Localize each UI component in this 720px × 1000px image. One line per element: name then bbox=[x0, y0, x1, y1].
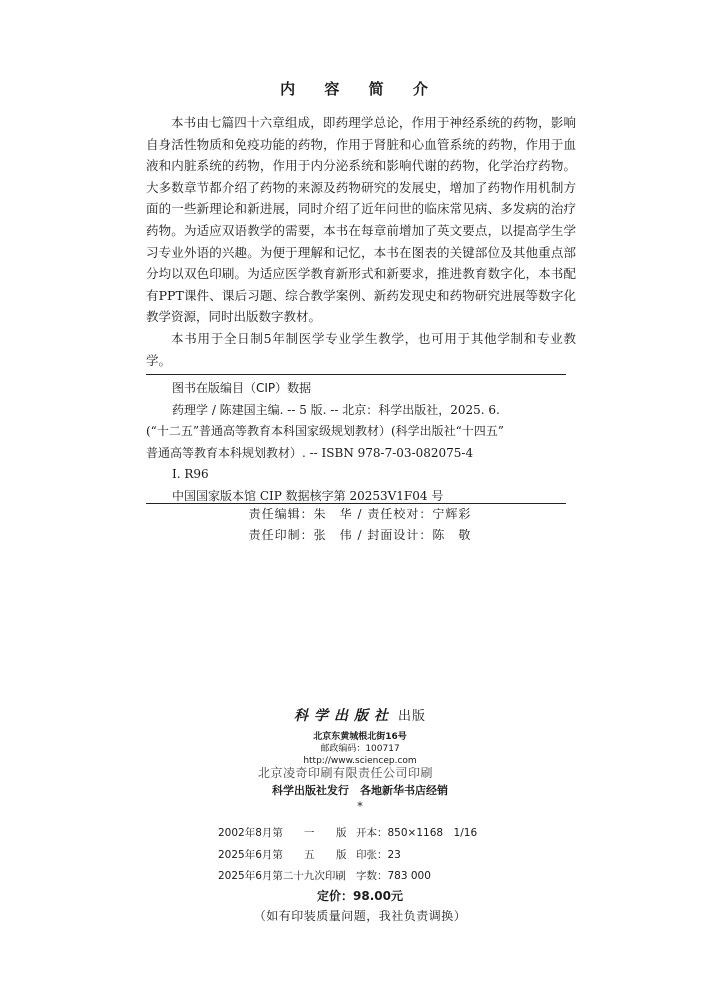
staff-line-1: 责任编辑：朱 华 / 责任校对：宁辉彩 bbox=[248, 507, 472, 521]
cip-line-4: I. R96 bbox=[172, 467, 209, 482]
publisher-postcode: 邮政编码：100717 bbox=[320, 744, 400, 754]
edition-number: 一 bbox=[304, 827, 315, 839]
cip-line-5: 中国国家版本馆 CIP 数据核字第 20253V1F04 号 bbox=[172, 488, 444, 503]
content-summary bbox=[146, 112, 576, 371]
separator-star: * bbox=[357, 800, 363, 813]
cip-line-2: (“十二五”普通高等教育本科国家级规划教材）(科学出版社“十四五” bbox=[146, 424, 504, 439]
edition-number: 五 bbox=[304, 849, 315, 861]
edition-date: 2002年8月第 bbox=[218, 827, 283, 839]
summary-paragraph-2: 本书用于全日制5年制医学专业学生教学，也可用于其他学制和专业教学。 bbox=[146, 330, 576, 368]
edition-label: 开本：850×1168 1/16 bbox=[356, 827, 478, 839]
cip-heading: 图书在版编目（CIP）数据 bbox=[172, 381, 312, 395]
edition-label: 印张：23 bbox=[356, 849, 401, 861]
staff-line-2: 责任印制：张 伟 / 封面设计：陈 敬 bbox=[248, 528, 472, 542]
price: 定价：98.00元 bbox=[317, 889, 403, 903]
publisher-url: http://www.sciencep.com bbox=[303, 756, 417, 766]
publisher-address: 北京东黄城根北街16号 bbox=[313, 732, 407, 742]
distribution-line: 科学出版社发行 各地新华书店经销 bbox=[272, 784, 448, 797]
publisher-name: 科学出版社 bbox=[293, 708, 394, 724]
staff-block bbox=[0, 504, 720, 546]
quality-notice: （如有印装质量问题，我社负责调换） bbox=[253, 909, 467, 923]
summary-paragraph-1: 本书由七篇四十六章组成，即药理学总论，作用于神经系统的药物，影响自身活性物质和免疫功能的药物，作用于肾脏和心血管系统的药物，作用于血液和内脏系统的药物，作用于内分泌系统和影响代谢的药物，化学治疗药物。大多数章节都介绍了药物的来源及药物研究的发展史，增加了药物作用机制方面的一些新理论和新进展，同时介绍了近年问世的临床常见病、多发病的治疗药物。为适应双语教学的需要，本书在每章前增加了英文要点，以提高学生学习专业外语的兴趣。为便于理解和记忆，本书在图表的关键部位及其他重点部分均以双色印刷。为适应医学教育新形式和新要求，推进教育数字化，本书配有PPT课件、课后习题、综合教学案例、新药发现史和药物研究进展等数字化教学资源，同时出版数字教材。 bbox=[146, 115, 576, 325]
publisher-name-line bbox=[0, 705, 720, 725]
publisher-block bbox=[0, 705, 720, 767]
cip-block bbox=[146, 378, 576, 508]
edition-type: 版 bbox=[336, 849, 347, 861]
edition-label: 字数：783 000 bbox=[356, 870, 431, 882]
cip-line-1: 药理学 / 陈建国主编. -- 5 版. -- 北京：科学出版社，2025. 6. bbox=[172, 402, 500, 417]
edition-date: 2025年6月第 bbox=[218, 849, 283, 861]
publisher-suffix: 出版 bbox=[397, 709, 426, 724]
page-title: 内 容 简 介 bbox=[280, 80, 440, 98]
printer-line: 北京凌奇印刷有限责任公司印刷 bbox=[258, 766, 434, 780]
edition-type: 版 bbox=[336, 827, 347, 839]
cip-line-3: 普通高等教育本科规划教材）. -- ISBN 978-7-03-082075-4 bbox=[146, 445, 474, 460]
cip-top-rule bbox=[146, 374, 566, 375]
edition-date: 2025年6月第二十九次印刷 bbox=[218, 870, 346, 882]
